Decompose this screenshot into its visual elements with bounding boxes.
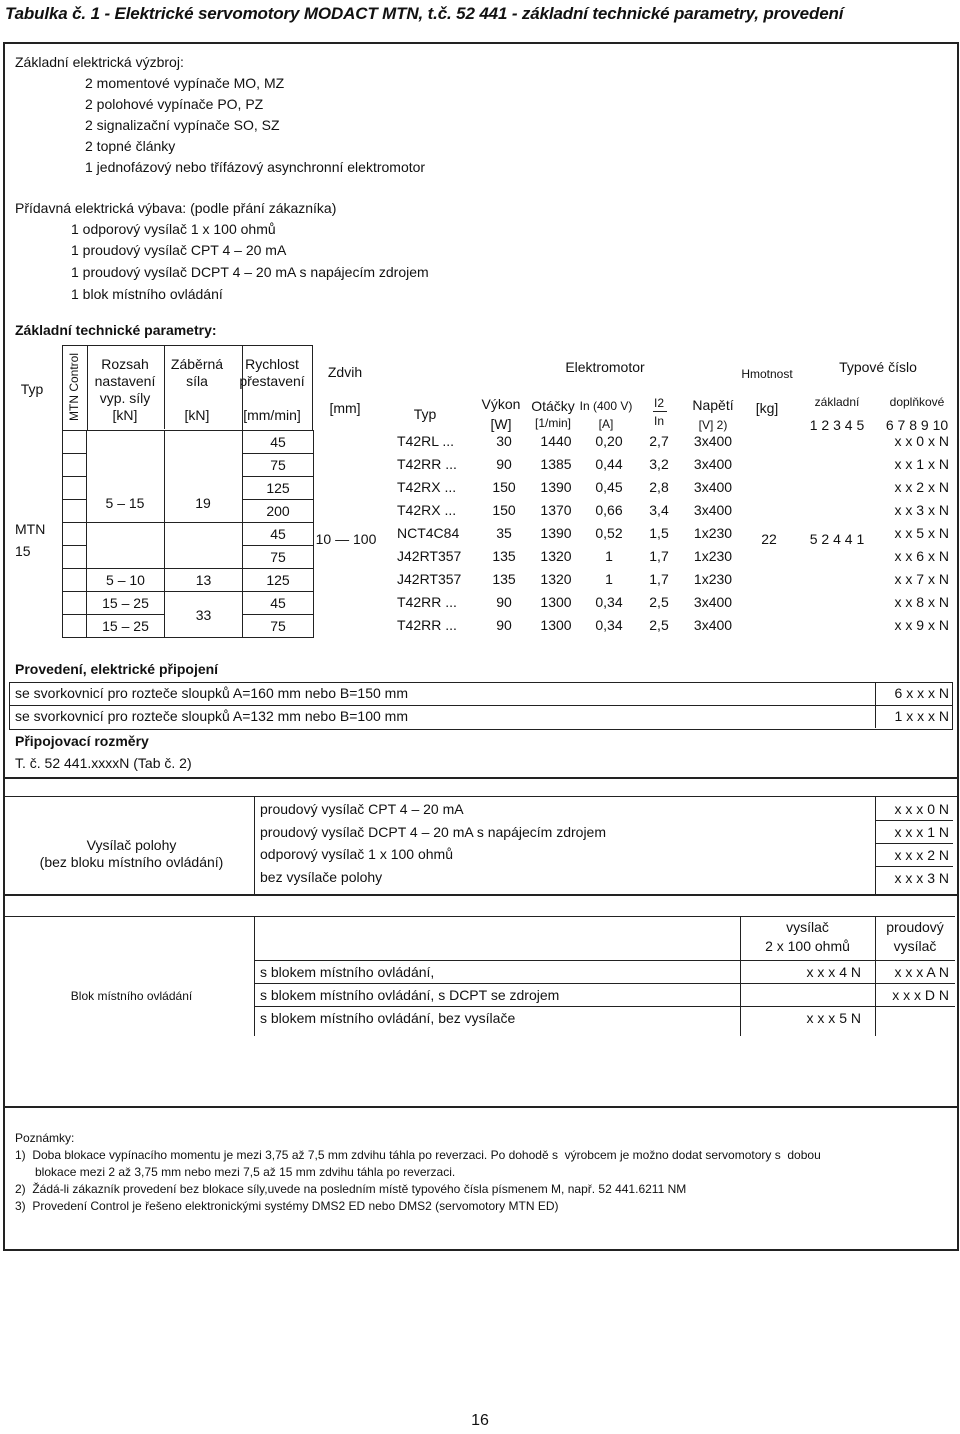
vysilac-row-code: x x x 2 N [894,847,949,863]
provedeni-row-label: se svorkovnicí pro rozteče sloupků A=160 mm nebo B=150 mm [15,685,408,701]
cell-rozsah: 15 – 25 [87,592,165,615]
cell-otacky: 1300 [540,594,572,610]
cell-vykon: 135 [492,548,516,564]
notes-heading: Poznámky: [15,1131,75,1145]
connection-ref: T. č. 52 441.xxxxN (Tab č. 2) [15,755,192,771]
provedeni-row-code: 1 x x x N [894,708,949,724]
header-napeti: Napětí [692,397,734,413]
cell-napeti: 3x400 [693,479,733,495]
blok-row-c1: x x x 5 N [806,1010,861,1026]
cell-ratio: 2,7 [649,433,669,449]
header-hmotnost: Hmotnost [741,367,793,381]
cell-motor: T42RR ... [397,456,457,472]
header-rychlost: Rychlost přestavení [239,356,305,389]
cell-vykon: 150 [492,479,516,495]
basic-equipment-item: 2 topné články [85,138,176,154]
cell-rychlost: 125 [243,569,314,592]
note-item: 3) Provedení Control je řešeno elektronickými systémy DMS2 ED nebo DMS2 (servomotory MTN ED) [15,1199,559,1213]
cell-motor: T42RX ... [397,479,457,495]
note-item: blokace mezi 2 až 3,75 mm nebo mezi 7,5 až 15 mm zdvihu táhla po reverzaci. [15,1165,456,1179]
blok-label: Blok místního ovládání [70,989,193,1003]
cell-napeti: 1x230 [693,548,733,564]
cell-motor: J42RT357 [397,548,462,564]
cell-rychlost: 45 [243,431,314,454]
cell-code: x x 6 x N [894,548,949,564]
header-vykon-unit: [W] [490,416,512,432]
cell-napeti: 3x400 [693,502,733,518]
extra-equipment-item: 1 odporový vysílač 1 x 100 ohmů [71,221,276,237]
header-zaberna: Záběrná síla [170,356,224,389]
cell-code: x x 8 x N [894,594,949,610]
cell-vykon: 30 [496,433,512,449]
header-elektromotor: Elektromotor [565,359,645,375]
vysilac-label-sub: (bez bloku místního ovládání) [39,854,224,870]
cell-otacky: 1440 [540,433,572,449]
header-motor-typ: Typ [413,406,437,422]
cell-zdvih: 10 — 100 [315,531,377,547]
header-in: In (400 V) [579,399,633,413]
header-i2: I2 [653,396,664,410]
blok-row-label: s blokem místního ovládání, bez vysílače [260,1010,516,1026]
cell-zakladni: 5 2 4 4 1 [809,531,865,547]
note-item: 1) Doba blokace vypínacího momentu je mezi 3,75 až 7,5 mm zdvihu táhla po reverzaci. Po dohodě s výrobcem je možno dodat servomotory s dobou [15,1148,821,1162]
cell-zaberna: 13 [165,569,243,592]
page-title: Tabulka č. 1 - Elektrické servomotory MODACT MTN, t.č. 52 441 - základní technické parametry, provedení [5,4,844,23]
cell-otacky: 1390 [540,479,572,495]
cell-rychlost: 125 [243,477,314,500]
cell-motor: T42RR ... [397,594,457,610]
header-zdvih-unit: [mm] [329,400,361,416]
cell-rychlost: 75 [243,454,314,477]
cell-otacky: 1320 [540,548,572,564]
header-typove-cislo: Typové číslo [839,359,917,375]
cell-otacky: 1385 [540,456,572,472]
vysilac-row-label: proudový vysílač CPT 4 – 20 mA [260,801,464,817]
cell-vykon: 150 [492,502,516,518]
cell-ratio: 2,5 [649,594,669,610]
vysilac-label: Vysílač polohy [86,837,177,853]
cell-zaberna: 33 [165,592,243,638]
cell-ratio: 1,5 [649,525,669,541]
header-in-unit: [A] [598,417,614,431]
cell-in: 0,52 [595,525,623,541]
header-in-frac: In [653,414,664,428]
cell-ratio: 1,7 [649,548,669,564]
cell-code: x x 0 x N [894,433,949,449]
cell-code: x x 9 x N [894,617,949,633]
header-rozsah-unit: [kN] [112,407,138,423]
cell-motor: T42RR ... [397,617,457,633]
cell-rychlost: 45 [243,592,314,615]
provedeni-row-label: se svorkovnicí pro rozteče sloupků A=132 mm nebo B=100 mm [15,708,408,724]
vysilac-row-code: x x x 0 N [894,801,949,817]
header-doplnkove-digits: 6 7 8 9 10 [885,417,949,433]
header-vykon: Výkon [481,396,521,412]
cell-code: x x 7 x N [894,571,949,587]
cell-typ-mtn15: MTN 15 [15,521,46,559]
basic-equipment-heading: Základní elektrická výzbroj: [15,54,184,70]
header-otacky-unit: [1/min] [534,416,571,430]
blok-row-c1: x x x 4 N [806,964,861,980]
cell-napeti: 1x230 [693,571,733,587]
vysilac-row-label: proudový vysílač DCPT 4 – 20 mA s napájecím zdrojem [260,824,607,840]
blok-col2-sub: vysílač [893,938,937,954]
cell-motor: T42RL ... [397,433,455,449]
header-doplnkove: doplňkové [889,395,945,409]
header-rychlost-unit: [mm/min] [243,407,301,423]
header-mtn-control: MTN Control [67,352,82,422]
cell-vykon: 90 [496,456,512,472]
cell-ratio: 3,4 [649,502,669,518]
cell-napeti: 3x400 [693,456,733,472]
header-typ: Typ [20,381,44,397]
vysilac-row-label: bez vysílače polohy [260,869,383,885]
cell-in: 0,20 [595,433,623,449]
cell-zaberna: 19 [195,495,211,511]
cell-vykon: 135 [492,571,516,587]
blok-col1-sub: 2 x 100 ohmů [765,938,850,954]
vysilac-row-code: x x x 1 N [894,824,949,840]
blok-row-c2: x x x D N [892,987,949,1003]
cell-in: 0,44 [595,456,623,472]
cell-code: x x 1 x N [894,456,949,472]
params-heading: Základní technické parametry: [15,322,217,338]
params-left-table [62,430,314,638]
cell-ratio: 1,7 [649,571,669,587]
vysilac-row-code: x x x 3 N [894,870,949,886]
provedeni-row-code: 6 x x x N [894,685,949,701]
cell-napeti: 3x400 [693,594,733,610]
basic-equipment-item: 2 momentové vypínače MO, MZ [85,75,285,91]
cell-in: 1 [605,571,613,587]
cell-rychlost: 45 [243,523,314,546]
header-zakladni-digits: 1 2 3 4 5 [809,417,865,433]
blok-col2-head: proudový [886,919,944,935]
cell-in: 1 [605,548,613,564]
cell-vykon: 90 [496,594,512,610]
blok-row-label: s blokem místního ovládání, [260,964,435,980]
header-hmotnost-unit: [kg] [755,400,779,416]
header-otacky: Otáčky [531,398,575,414]
blok-row-c2: x x x A N [894,964,949,980]
cell-ratio: 3,2 [649,456,669,472]
cell-otacky: 1390 [540,525,572,541]
header-napeti-unit: [V] 2) [698,418,728,432]
connection-heading: Připojovací rozměry [15,733,149,749]
header-rozsah: Rozsah nastavení vyp. síly [94,356,156,406]
cell-code: x x 2 x N [894,479,949,495]
cell-in: 0,66 [595,502,623,518]
vysilac-row-label: odporový vysílač 1 x 100 ohmů [260,846,453,862]
cell-motor: NCT4C84 [397,525,460,541]
header-zaberna-unit: [kN] [184,407,210,423]
cell-in: 0,34 [595,594,623,610]
note-item: 2) Žádá-li zákazník provedení bez blokace síly,uvede na posledním místě typového čísla písmenem M, např. 52 441.6211 NM [15,1182,687,1196]
cell-ratio: 2,5 [649,617,669,633]
header-zakladni: základní [814,395,860,409]
basic-equipment-item: 2 signalizační vypínače SO, SZ [85,117,280,133]
cell-vykon: 35 [496,525,512,541]
cell-napeti: 1x230 [693,525,733,541]
cell-rychlost: 75 [243,546,314,569]
header-zdvih: Zdvih [327,364,363,380]
cell-ratio: 2,8 [649,479,669,495]
basic-equipment-item: 2 polohové vypínače PO, PZ [85,96,264,112]
cell-napeti: 3x400 [693,617,733,633]
cell-rozsah: 5 – 10 [87,569,165,592]
cell-napeti: 3x400 [693,433,733,449]
cell-vykon: 90 [496,617,512,633]
cell-in: 0,45 [595,479,623,495]
basic-equipment-item: 1 jednofázový nebo třífázový asynchronní elektromotor [85,159,426,175]
cell-otacky: 1320 [540,571,572,587]
cell-rozsah: 15 – 25 [87,615,165,638]
page-number: 16 [471,1412,489,1429]
blok-col1-head: vysílač [786,919,829,935]
main-frame [3,42,959,1251]
cell-code: x x 3 x N [894,502,949,518]
extra-equipment-item: 1 proudový vysílač CPT 4 – 20 mA [71,242,287,258]
cell-code: x x 5 x N [894,525,949,541]
cell-motor: T42RX ... [397,502,457,518]
cell-otacky: 1300 [540,617,572,633]
extra-equipment-heading: Přídavná elektrická výbava: (podle přání zákazníka) [15,200,337,216]
cell-otacky: 1370 [540,502,572,518]
provedeni-heading: Provedení, elektrické připojení [15,661,219,677]
cell-motor: J42RT357 [397,571,462,587]
cell-hmotnost: 22 [761,531,777,547]
blok-row-label: s blokem místního ovládání, s DCPT se zdrojem [260,987,560,1003]
cell-rozsah: 5 – 15 [105,495,145,511]
cell-rychlost: 75 [243,615,314,638]
extra-equipment-item: 1 proudový vysílač DCPT 4 – 20 mA s napájecím zdrojem [71,264,429,280]
extra-equipment-item: 1 blok místního ovládání [71,286,223,302]
cell-rychlost: 200 [243,500,314,523]
cell-in: 0,34 [595,617,623,633]
